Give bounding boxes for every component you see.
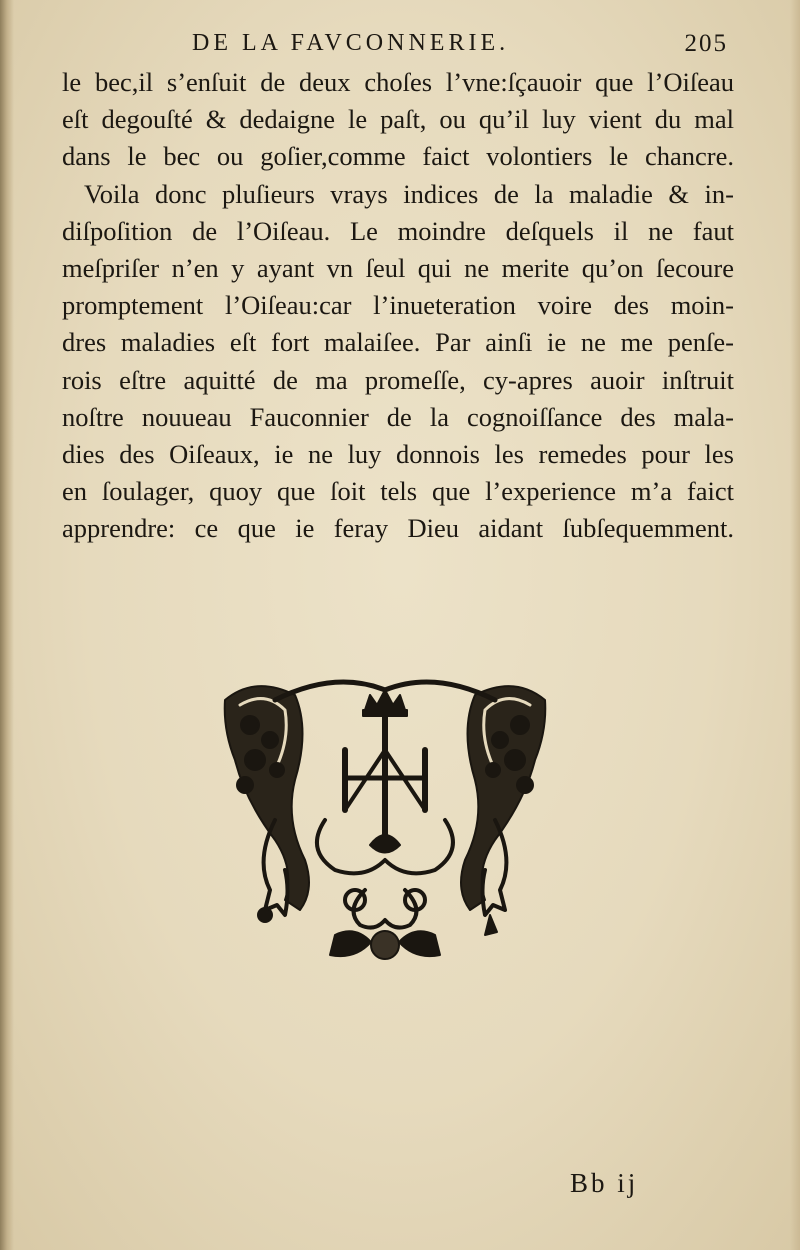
page-header — [62, 30, 732, 64]
text-line: Voila donc pluſieurs vrays indices de la maladie & in- — [84, 178, 734, 209]
text-line: dres maladies eſt fort malaiſee. Par ainſi ie ne me penſe- — [62, 327, 734, 358]
page-edge — [790, 0, 800, 1250]
body-text — [62, 64, 734, 547]
text-line: dans le bec ou goſier,comme faict volontiers le chancre. — [62, 141, 734, 172]
text-line: eſt degouſté & dedaigne le paſt, ou qu’il luy vient du mal — [62, 104, 734, 135]
text-line: dies des Oiſeaux, ie ne luy donnois les remedes pour les — [62, 438, 734, 469]
running-title: DE LA FAVCONNERIE. — [192, 30, 510, 56]
text-line: apprendre: ce que ie feray Dieu aidant ſubſequemment. — [62, 513, 734, 544]
text-line: le bec,il s’enſuit de deux choſes l’vne:ſçauoir que l’Oiſeau — [62, 67, 734, 97]
text-line: meſpriſer n’en y ayant vn ſeul qui ne merite qu’on ſecoure — [62, 252, 734, 283]
text-line: rois eſtre aquitté de ma promeſſe, cy-apres auoir inſtruit — [62, 364, 734, 395]
text-line: en ſoulager, quoy que ſoit tels que l’experience m’a faict — [62, 476, 734, 507]
text-line: diſpoſition de l’Oiſeau. Le moindre deſquels il ne faut — [62, 215, 734, 246]
text-line: noſtre nouueau Fauconnier de la cognoiſſance des mala- — [62, 401, 734, 432]
text-line: promptement l’Oiſeau:car l’inueteration voire des moin- — [62, 290, 734, 321]
signature-mark: Bb ij — [570, 1168, 639, 1198]
page-number: 205 — [684, 30, 728, 57]
page-gutter — [0, 0, 14, 1250]
printers-ornament-icon — [215, 670, 555, 980]
